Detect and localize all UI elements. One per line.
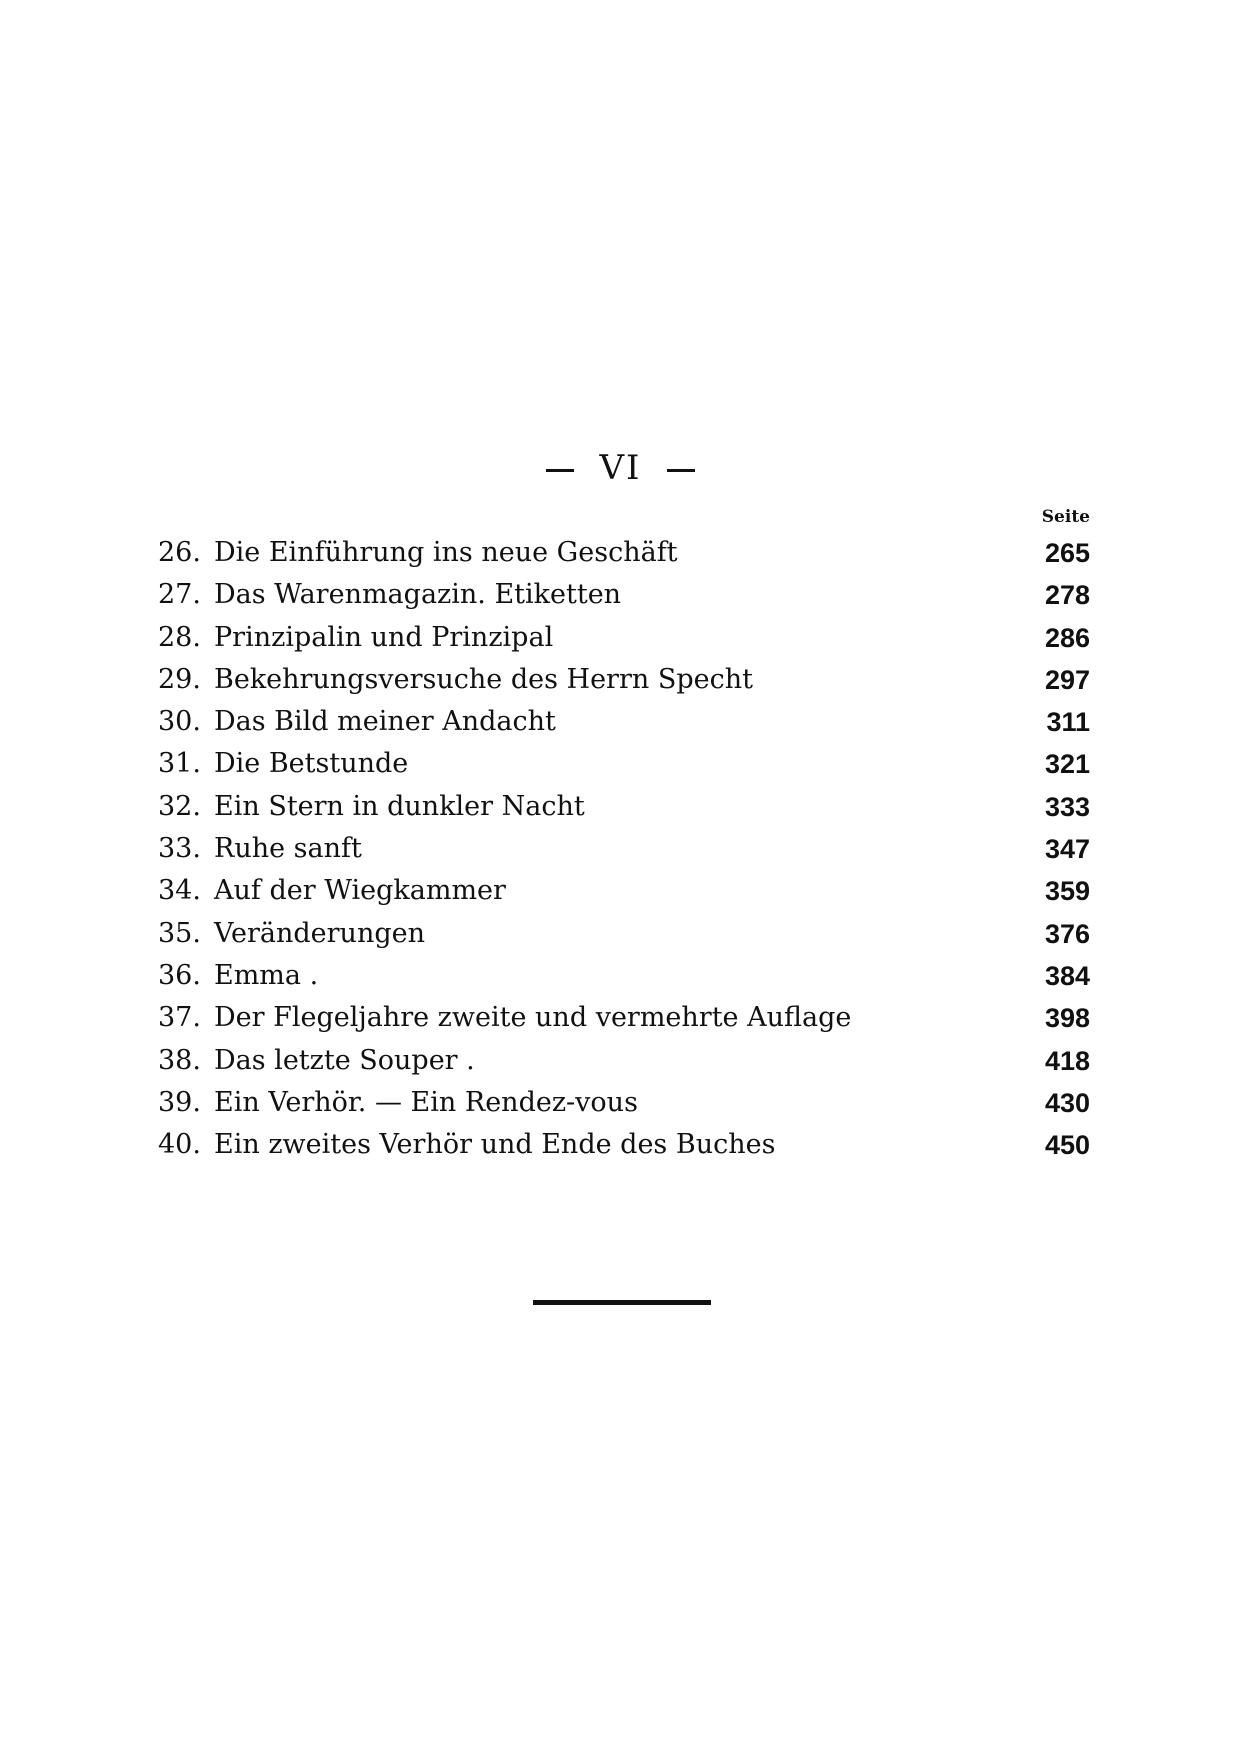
closing-rule (533, 1300, 711, 1305)
toc-entry-page: 265 (1044, 538, 1090, 568)
header-dash-right (667, 469, 695, 472)
toc-entry-title: Ein Stern in dunkler Nacht (214, 790, 585, 822)
seite-column-label: Seite (1041, 507, 1090, 527)
toc-entry-page: 297 (1044, 664, 1090, 695)
toc-entry (158, 1040, 1090, 1082)
toc-entry-title: Der Flegeljahre zweite und vermehrte Auflage (214, 1002, 852, 1034)
toc-entry-number: 37. (158, 1002, 201, 1034)
toc-entry-number: 27. (158, 579, 201, 611)
toc-entry-page: 430 (1044, 1087, 1090, 1118)
toc-entry-title: Ein zweites Verhör und Ende des Buches (214, 1129, 776, 1161)
toc-entry-page: 450 (1044, 1130, 1090, 1161)
toc-entry (158, 955, 1090, 997)
toc-entry (158, 870, 1090, 912)
toc-entry-number: 36. (158, 959, 201, 991)
toc-entry (158, 997, 1090, 1039)
header-dash-left (546, 469, 574, 472)
toc-entry-number: 39. (158, 1086, 201, 1118)
toc-entry-title: Die Betstunde (214, 748, 409, 780)
toc-entry-page: 333 (1044, 791, 1090, 822)
page-header (0, 448, 1241, 488)
toc-entry-title: Veränderungen (214, 917, 425, 949)
toc-entry (158, 532, 1090, 574)
toc-entry-title: Das Warenmagazin. Etiketten (214, 579, 622, 611)
toc-entry (158, 574, 1090, 616)
toc-entry (158, 913, 1090, 955)
toc-entry-title: Bekehrungsversuche des Herrn Specht (214, 663, 753, 695)
toc-entry-title: Auf der Wiegkammer (214, 875, 506, 907)
toc-entry-title: Emma . (214, 959, 319, 991)
toc-entry-title: Das letzte Souper . (214, 1044, 475, 1076)
table-of-contents (158, 532, 1090, 1166)
toc-entry-title: Das Bild meiner Andacht (214, 706, 556, 738)
toc-entry (158, 659, 1090, 701)
toc-entry-number: 29. (158, 663, 201, 695)
page-number: VI (599, 448, 642, 488)
toc-entry-number: 31. (158, 748, 201, 780)
toc-entry-page: 384 (1044, 960, 1090, 991)
toc-entry-page: 376 (1044, 918, 1090, 949)
toc-entry-number: 33. (158, 833, 201, 865)
toc-entry-page: 278 (1044, 580, 1090, 611)
toc-entry (158, 786, 1090, 828)
toc-entry-page: 321 (1044, 749, 1090, 780)
toc-entry-title: Ruhe sanft (214, 833, 362, 865)
toc-entry (158, 743, 1090, 785)
toc-entry-title: Prinzipalin und Prinzipal (214, 621, 554, 653)
toc-entry-number: 26. (158, 537, 201, 568)
toc-entry (158, 828, 1090, 870)
toc-entry-page: 418 (1044, 1045, 1090, 1076)
toc-entry-number: 35. (158, 917, 201, 949)
toc-entry-number: 32. (158, 790, 201, 822)
toc-entry (158, 617, 1090, 659)
toc-entry (158, 701, 1090, 743)
toc-entry-page: 311 (1046, 707, 1090, 738)
toc-entry (158, 1124, 1090, 1166)
toc-entry-number: 30. (158, 706, 201, 738)
toc-entry-page: 398 (1044, 1003, 1090, 1034)
toc-entry-number: 38. (158, 1044, 201, 1076)
toc-entry-number: 40. (158, 1129, 201, 1161)
toc-entry (158, 1082, 1090, 1124)
toc-entry-page: 286 (1044, 622, 1090, 653)
toc-entry-title: Die Einführung ins neue Geschäft (214, 537, 678, 568)
toc-entry-number: 28. (158, 621, 201, 653)
toc-entry-page: 347 (1044, 834, 1090, 865)
toc-entry-page: 359 (1044, 876, 1090, 907)
toc-entry-number: 34. (158, 875, 201, 907)
toc-entry-title: Ein Verhör. — Ein Rendez-vous (214, 1086, 638, 1118)
